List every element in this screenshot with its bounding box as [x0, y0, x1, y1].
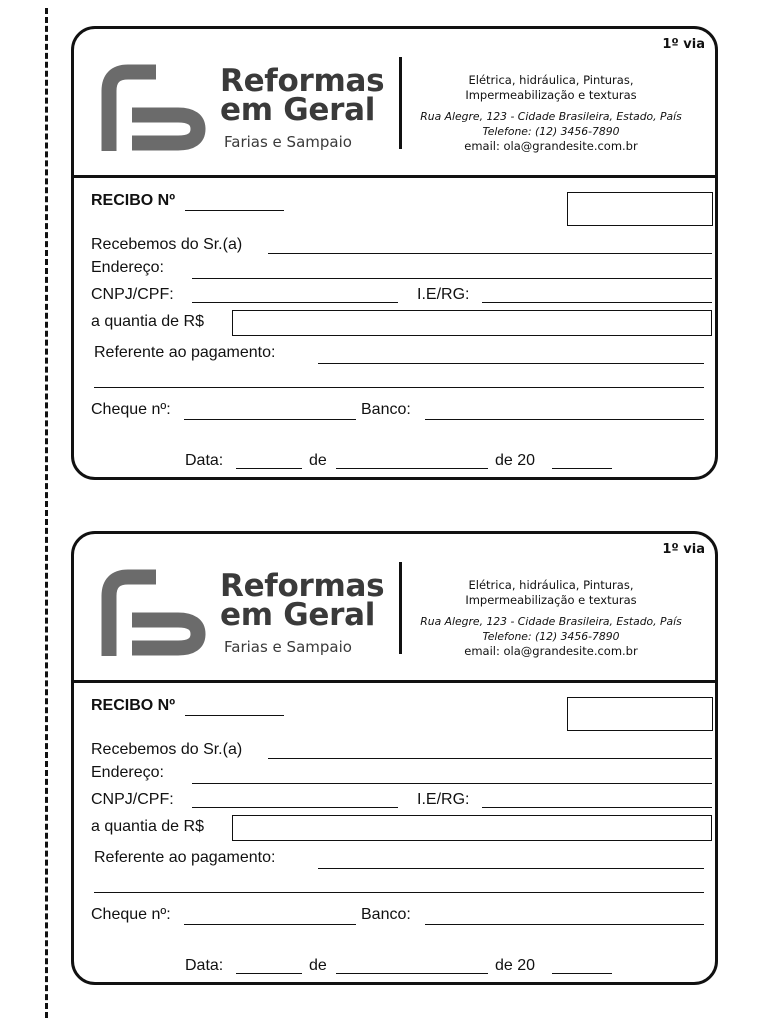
recibo-number-field[interactable]	[185, 715, 284, 716]
header-divider	[399, 57, 402, 149]
referente-field[interactable]	[318, 868, 704, 869]
endereco-field[interactable]	[192, 783, 712, 784]
de-label: de	[309, 957, 327, 974]
receipt-1	[71, 26, 718, 480]
data-label: Data:	[185, 452, 224, 469]
phone: Telefone: (12) 3456-7890	[482, 630, 620, 643]
cheque-field[interactable]	[184, 419, 356, 420]
services-line-2: Impermeabilização e texturas	[465, 593, 637, 607]
referente-field-line-2[interactable]	[94, 892, 704, 893]
referente-field[interactable]	[318, 363, 704, 364]
recibo-label: RECIBO Nº	[91, 192, 176, 209]
year-field[interactable]	[552, 973, 612, 974]
banco-field[interactable]	[425, 924, 704, 925]
data-label: Data:	[185, 957, 224, 974]
recebemos-label: Recebemos do Sr.(a)	[91, 741, 243, 758]
ie-field[interactable]	[482, 807, 712, 808]
recebemos-label: Recebemos do Sr.(a)	[91, 236, 243, 253]
via-label: 1º via	[662, 542, 705, 557]
recibo-value-box[interactable]	[567, 192, 713, 226]
year-prefix-label: de 20	[495, 957, 536, 974]
services-line-2: Impermeabilização e texturas	[465, 88, 637, 102]
endereco-field[interactable]	[192, 278, 712, 279]
ie-label: I.E/RG:	[417, 791, 470, 808]
recibo-number-field[interactable]	[185, 210, 284, 211]
banco-field[interactable]	[425, 419, 704, 420]
recebemos-field[interactable]	[268, 758, 712, 759]
day-field[interactable]	[236, 973, 302, 974]
referente-label: Referente ao pagamento:	[94, 849, 276, 866]
section-divider	[74, 175, 715, 178]
year-prefix-label: de 20	[495, 452, 536, 469]
address: Rua Alegre, 123 - Cidade Brasileira, Estado, País	[420, 615, 682, 628]
cnpj-label: CNPJ/CPF:	[91, 791, 174, 808]
email: email: ola@grandesite.com.br	[464, 644, 638, 658]
cheque-label: Cheque nº:	[91, 401, 171, 418]
brand-line-2: em Geral	[220, 597, 376, 633]
brand-line-2: em Geral	[220, 92, 376, 128]
services-line-1: Elétrica, hidráulica, Pinturas,	[468, 73, 634, 87]
receipt-2	[71, 531, 718, 985]
phone: Telefone: (12) 3456-7890	[482, 125, 620, 138]
quantia-field[interactable]	[232, 815, 712, 841]
year-field[interactable]	[552, 468, 612, 469]
month-field[interactable]	[336, 468, 488, 469]
cheque-label: Cheque nº:	[91, 906, 171, 923]
day-field[interactable]	[236, 468, 302, 469]
banco-label: Banco:	[361, 906, 411, 923]
brand-subtitle: Farias e Sampaio	[224, 638, 352, 656]
banco-label: Banco:	[361, 401, 411, 418]
address: Rua Alegre, 123 - Cidade Brasileira, Estado, País	[420, 110, 682, 123]
email: email: ola@grandesite.com.br	[464, 139, 638, 153]
fs-logo-icon	[98, 63, 210, 155]
section-divider	[74, 680, 715, 683]
contact-block	[410, 578, 692, 659]
ie-field[interactable]	[482, 302, 712, 303]
endereco-label: Endereço:	[91, 764, 164, 781]
referente-label: Referente ao pagamento:	[94, 344, 276, 361]
perforation-cut-line	[45, 8, 48, 1018]
endereco-label: Endereço:	[91, 259, 164, 276]
cheque-field[interactable]	[184, 924, 356, 925]
via-label: 1º via	[662, 37, 705, 52]
recibo-value-box[interactable]	[567, 697, 713, 731]
fs-logo-icon	[98, 568, 210, 660]
recebemos-field[interactable]	[268, 253, 712, 254]
brand-name	[220, 63, 385, 128]
services-line-1: Elétrica, hidráulica, Pinturas,	[468, 578, 634, 592]
brand-line-1: Reformas	[220, 568, 385, 604]
quantia-label: a quantia de R$	[91, 313, 204, 330]
brand-name	[220, 568, 385, 633]
cnpj-label: CNPJ/CPF:	[91, 286, 174, 303]
de-label: de	[309, 452, 327, 469]
header-divider	[399, 562, 402, 654]
quantia-field[interactable]	[232, 310, 712, 336]
referente-field-line-2[interactable]	[94, 387, 704, 388]
brand-line-1: Reformas	[220, 63, 385, 99]
cnpj-field[interactable]	[192, 302, 398, 303]
contact-block	[410, 73, 692, 154]
month-field[interactable]	[336, 973, 488, 974]
recibo-label: RECIBO Nº	[91, 697, 176, 714]
brand-subtitle: Farias e Sampaio	[224, 133, 352, 151]
quantia-label: a quantia de R$	[91, 818, 204, 835]
ie-label: I.E/RG:	[417, 286, 470, 303]
cnpj-field[interactable]	[192, 807, 398, 808]
